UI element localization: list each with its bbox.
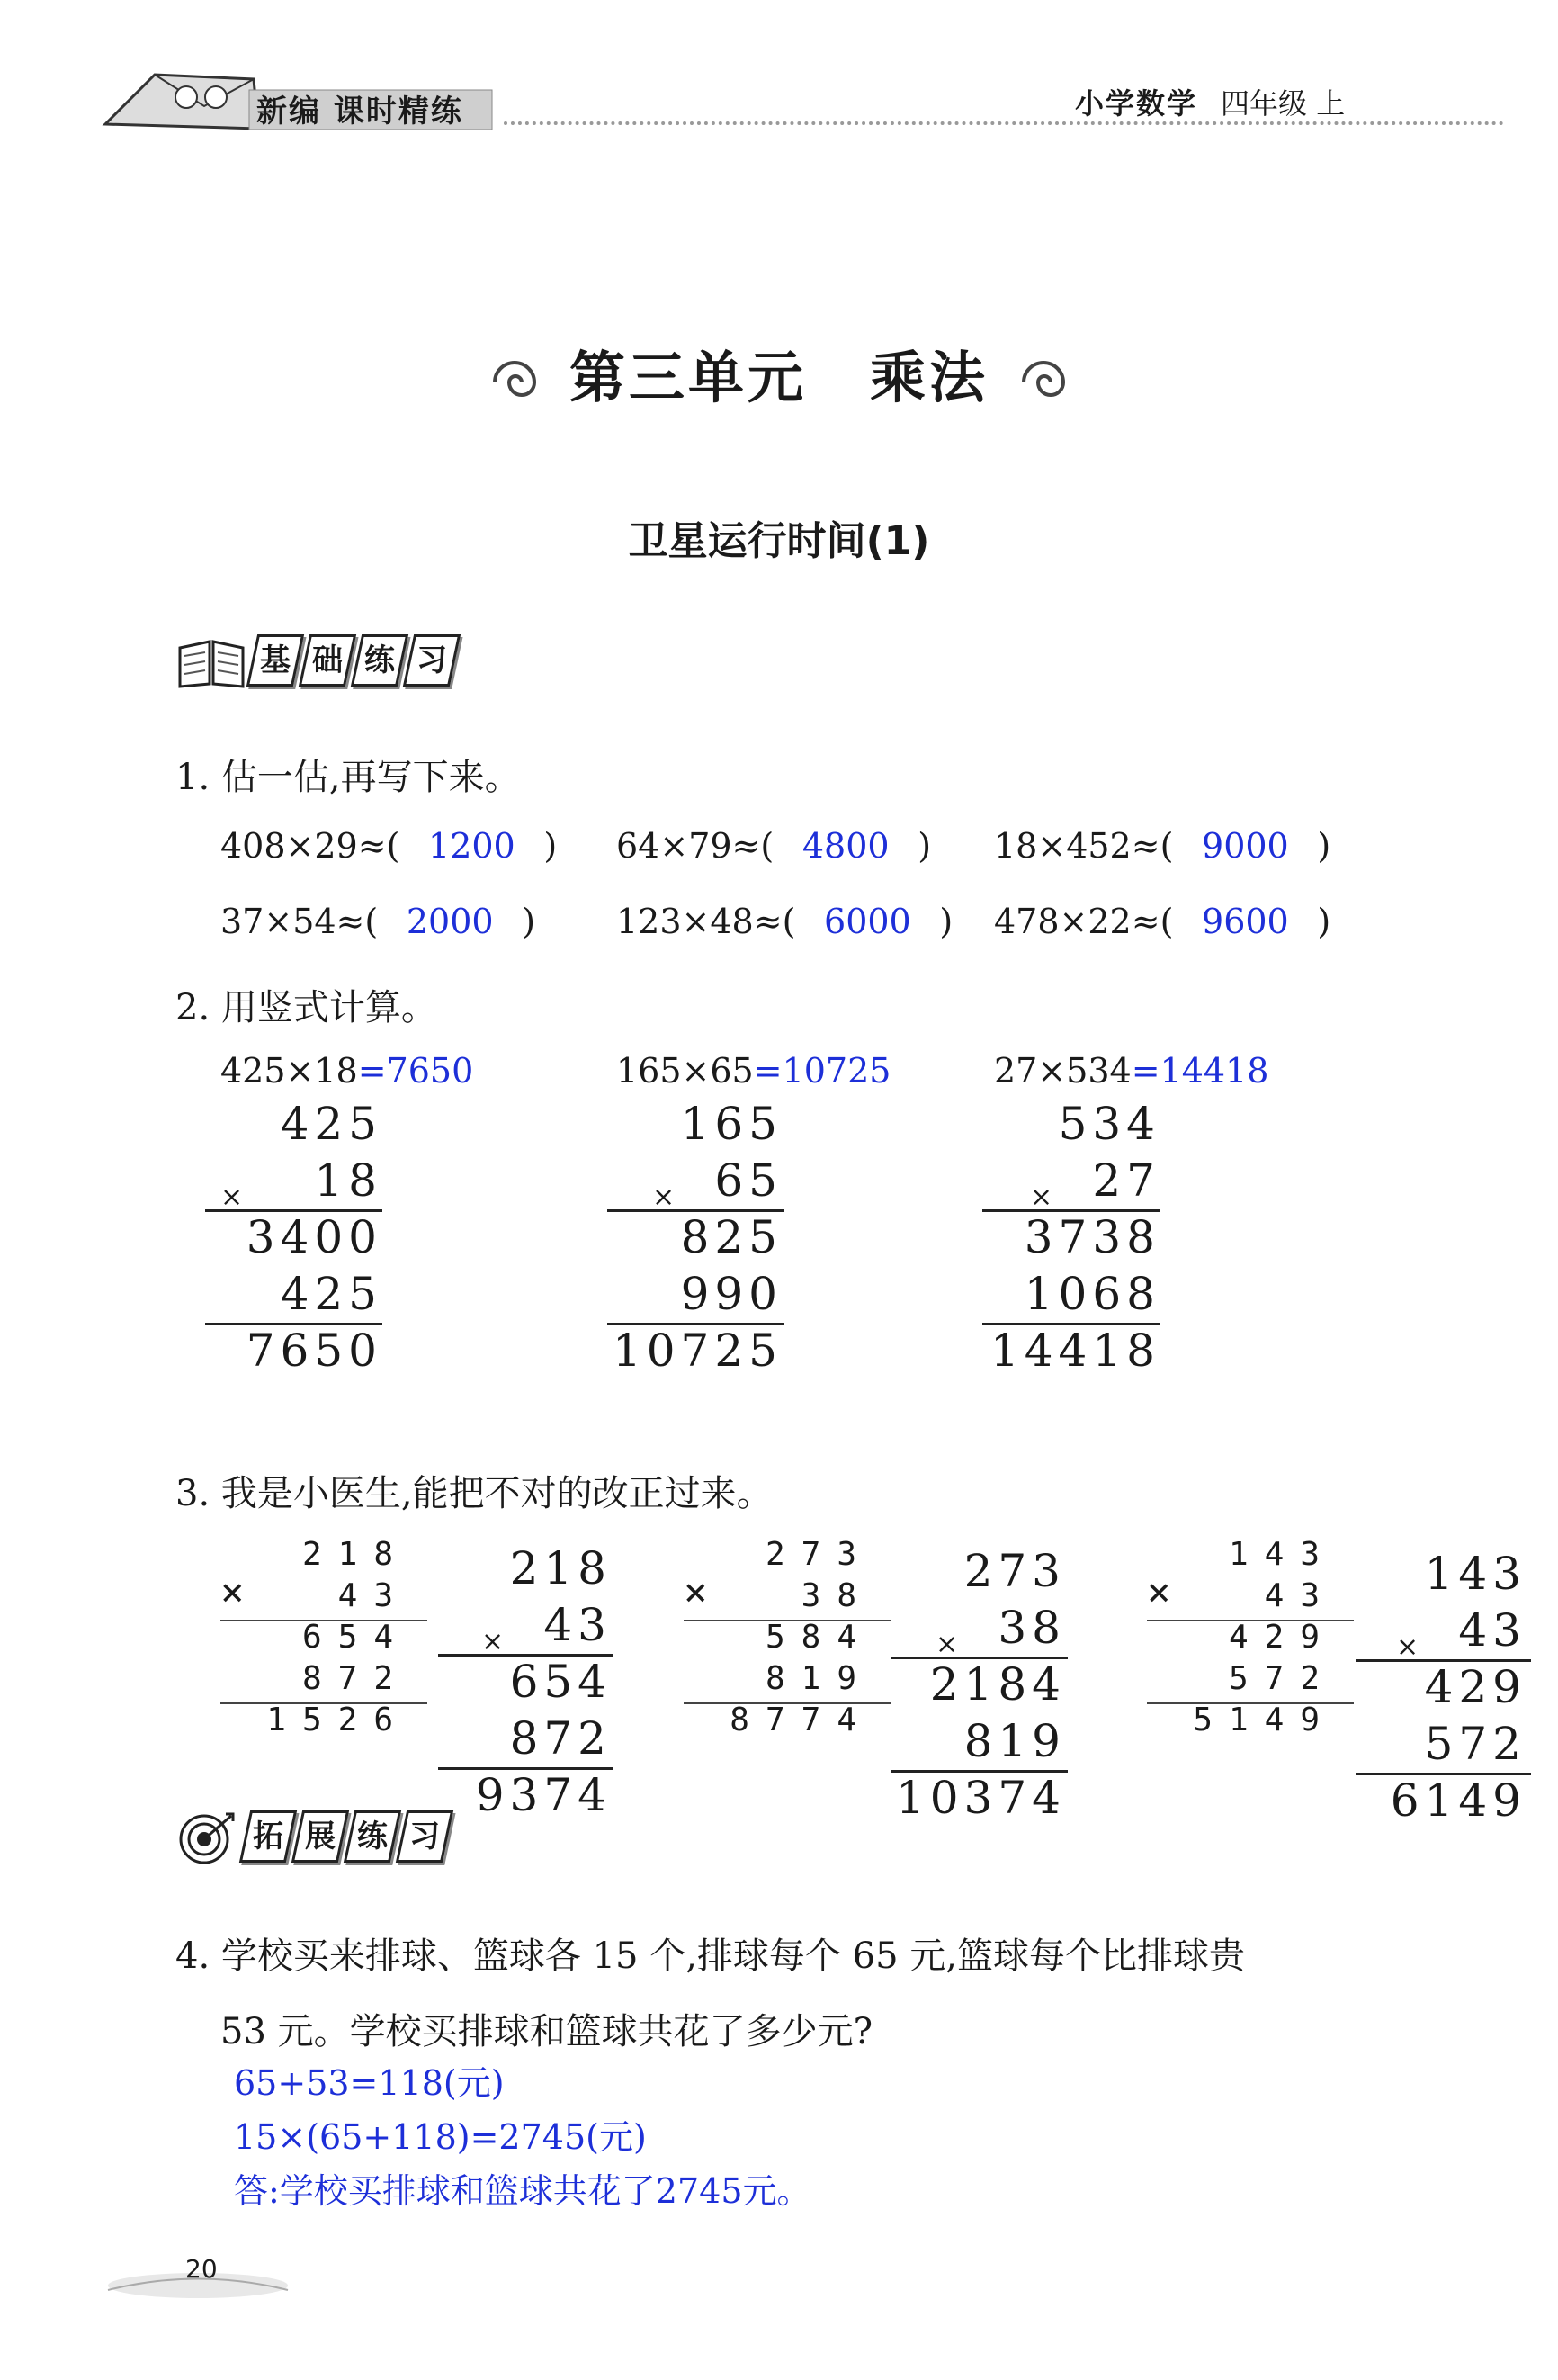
swirl-ornament-right-icon	[1012, 355, 1075, 409]
badge-basic-2: 础	[312, 642, 344, 678]
target-icon	[175, 1810, 240, 1864]
q4-step2: 15×(65+118)=2745(元)	[234, 2117, 647, 2157]
times-sign: ×	[220, 1569, 261, 1615]
q1-answer: 9600	[1202, 902, 1289, 941]
calc-rule	[982, 1209, 1160, 1212]
q4-step1: 65+53=118(元)	[234, 2063, 505, 2103]
q1-item: 478×22≈( 9600 )	[994, 902, 1331, 941]
calc-rule	[220, 1702, 427, 1704]
calc-rule	[1356, 1659, 1531, 1662]
open-book-icon	[175, 634, 247, 688]
calc-rule	[1356, 1773, 1531, 1775]
badge-extend-2: 展	[305, 1819, 336, 1855]
calc-rule	[982, 1323, 1160, 1325]
calc-rule	[684, 1620, 891, 1621]
times-sign: ×	[1030, 1181, 1059, 1213]
grade-label: 四年级 上	[1221, 86, 1346, 121]
badge-basic-3: 练	[364, 642, 396, 678]
times-sign: ×	[1396, 1631, 1425, 1663]
times-sign: ×	[684, 1569, 724, 1615]
q3-wrong-calc: 143 × 43 429 572 5149	[1147, 1536, 1336, 1738]
times-sign: ×	[1147, 1569, 1187, 1615]
q2-expression: 165×65=10725	[616, 1051, 891, 1091]
q1-answer: 2000	[406, 902, 494, 941]
q4-answer: 答:学校买排球和篮球共花了2745元。	[234, 2171, 811, 2211]
q3-correct-calc: 143 × 43 429 572 6149	[1390, 1548, 1527, 1827]
calc-rule	[1147, 1620, 1354, 1621]
page-number: 20	[185, 2254, 218, 2284]
lesson-title: 卫星运行时间(1)	[628, 518, 930, 564]
q2-result: =7650	[357, 1051, 474, 1091]
q1-item: 37×54≈( 2000 )	[220, 902, 536, 941]
q1-answer: 9000	[1202, 826, 1289, 866]
calc-rule	[438, 1654, 613, 1657]
unit-title-main: 第三单元	[569, 345, 807, 410]
calc-rule	[1147, 1702, 1354, 1704]
q3-prompt: 3. 我是小医生,能把不对的改正过来。	[175, 1473, 773, 1514]
q1-item: 18×452≈( 9000 )	[994, 826, 1331, 866]
q2-expression: 27×534=14418	[994, 1051, 1269, 1091]
swirl-ornament-left-icon	[483, 355, 546, 409]
times-sign: ×	[936, 1629, 964, 1660]
section-badge-extend	[175, 1810, 453, 1864]
banner-title: 新编 课时精练	[256, 94, 463, 130]
calc-rule	[205, 1209, 382, 1212]
q3-correct-calc: 273 × 38 2184 819 10374	[895, 1545, 1066, 1824]
q2-prompt: 2. 用竖式计算。	[175, 987, 437, 1028]
q1-prompt: 1. 估一估,再写下来。	[175, 757, 521, 798]
calc-rule	[205, 1323, 382, 1325]
q1-item: 408×29≈( 1200 )	[220, 826, 558, 866]
q1-item: 123×48≈( 6000 )	[616, 902, 954, 941]
subject-label: 小学数学	[1075, 86, 1198, 121]
q3-wrong-calc: 273 × 38 584 819 8774	[684, 1536, 873, 1738]
times-sign: ×	[652, 1181, 681, 1213]
calc-rule	[891, 1657, 1068, 1659]
q1-item: 64×79≈( 4800 )	[616, 826, 932, 866]
q2-vertical-calc: 534 × 27 3738 1068 14418	[989, 1098, 1160, 1377]
section-badge-basic	[175, 634, 461, 688]
badge-extend-3: 练	[357, 1819, 389, 1855]
q1-answer: 6000	[824, 902, 911, 941]
times-sign: ×	[220, 1181, 249, 1213]
calc-rule	[684, 1702, 891, 1704]
q2-vertical-calc: 425 × 18 3400 425 7650	[220, 1098, 382, 1377]
calc-rule	[607, 1323, 784, 1325]
calc-rule	[438, 1767, 613, 1770]
q1-answer: 1200	[428, 826, 515, 866]
calc-rule	[220, 1620, 427, 1621]
unit-title	[0, 333, 1558, 413]
q2-expression: 425×18=7650	[220, 1051, 474, 1091]
q2-result: =14418	[1131, 1051, 1269, 1091]
unit-title-topic: 乘法	[870, 345, 989, 410]
badge-basic-4: 习	[416, 642, 448, 678]
q4-prompt-line2: 53 元。学校买排球和篮球共花了多少元?	[220, 2011, 873, 2052]
badge-extend-1: 拓	[253, 1819, 284, 1855]
header-divider	[504, 121, 1504, 125]
badge-extend-4: 习	[409, 1819, 441, 1855]
q2-vertical-calc: 165 × 65 825 990 10725	[612, 1098, 783, 1377]
calc-rule	[607, 1209, 784, 1212]
q3-correct-calc: 218 × 43 654 872 9374	[475, 1542, 612, 1821]
header-subject	[1075, 81, 1345, 122]
calc-rule	[891, 1770, 1068, 1773]
badge-basic-1: 基	[260, 642, 291, 678]
q3-wrong-calc: 218 × 43 654 872 1526	[220, 1536, 409, 1738]
q2-result: =10725	[753, 1051, 891, 1091]
q4-prompt-line1: 4. 学校买来排球、篮球各 15 个,排球每个 65 元,篮球每个比排球贵	[175, 1935, 1245, 1977]
times-sign: ×	[481, 1626, 510, 1657]
q1-answer: 4800	[801, 826, 890, 866]
